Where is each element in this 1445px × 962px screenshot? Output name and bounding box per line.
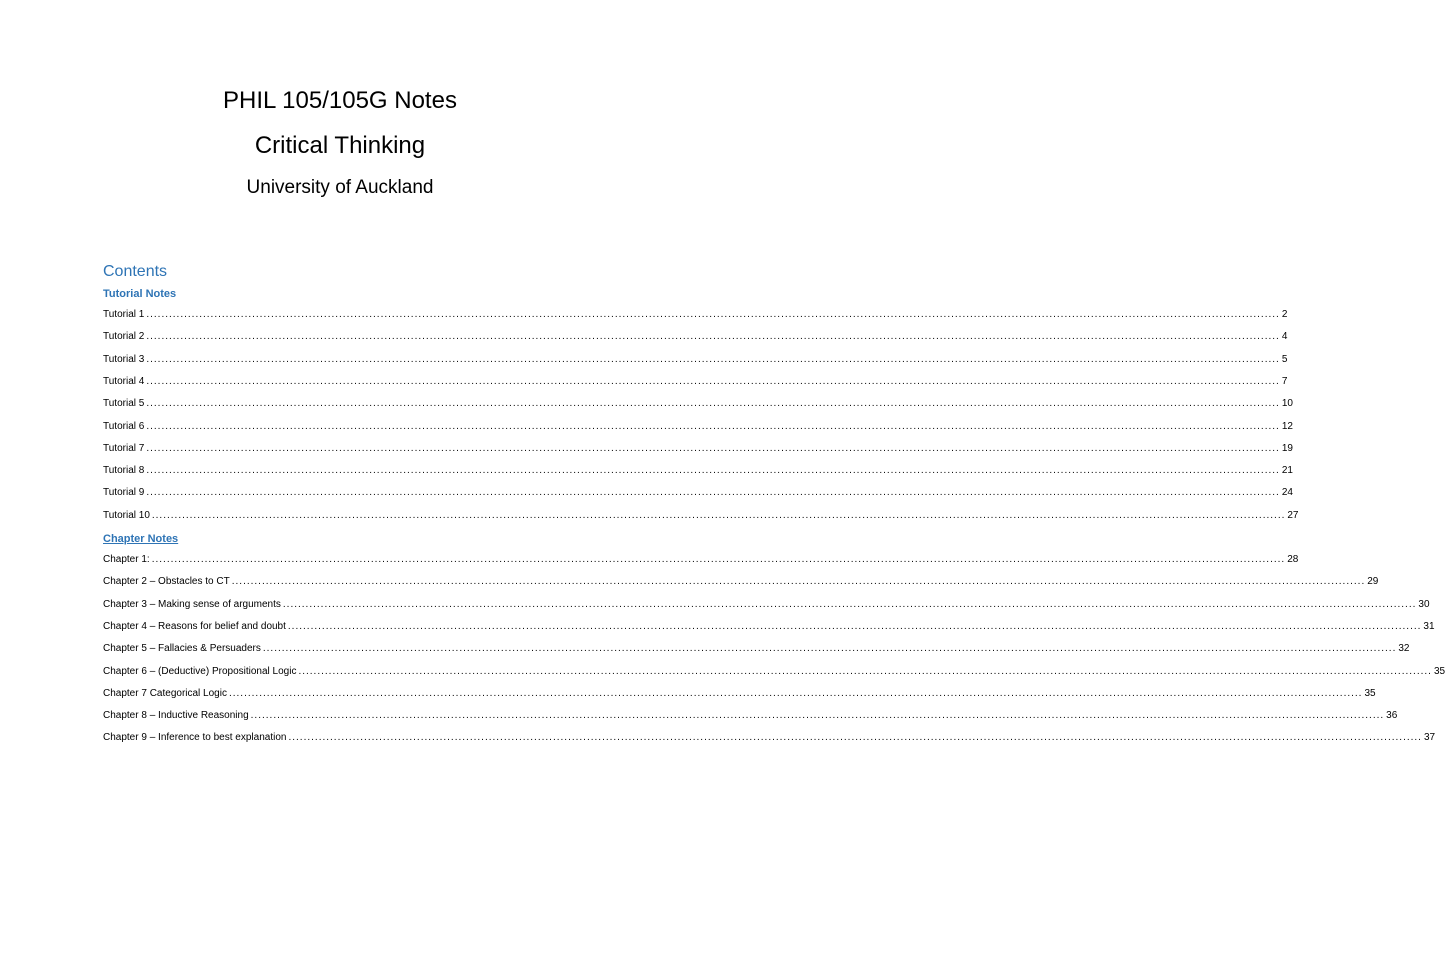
tutorial-toc-entry[interactable] (103, 330, 1288, 344)
toc-entry-label[interactable]: Chapter 1: (103, 554, 150, 565)
document-institution: University of Auckland (246, 177, 434, 198)
toc-entry-label[interactable]: Chapter 7 Categorical Logic (103, 687, 227, 699)
tutorial-toc-entry[interactable] (103, 442, 1293, 456)
chapter-toc-entry[interactable] (103, 598, 1430, 612)
toc-leader-dots: ............................................................................................................................................................................................................................................................................................................ (146, 442, 1280, 454)
document-subtitle: Critical Thinking (254, 132, 426, 159)
chapter-toc-entry[interactable] (103, 620, 1435, 634)
toc-entry-page-number[interactable]: 21 (1281, 465, 1293, 477)
toc-entry-label[interactable]: Tutorial 2 (103, 331, 145, 343)
tutorial-toc-entry[interactable] (103, 308, 1288, 322)
toc-entry-page-number[interactable]: 32 (1398, 643, 1410, 655)
toc-leader-dots: ............................................................................................................................................................................................................................................................................................................ (146, 331, 1280, 343)
toc-leader-dots: ............................................................................................................................................................................................................................................................................................................ (228, 687, 1363, 699)
tutorial-toc-entry[interactable] (103, 509, 1299, 523)
tutorial-notes-heading[interactable]: Tutorial Notes (103, 288, 177, 300)
toc-entry-label[interactable]: Chapter 3 – Making sense of arguments (103, 598, 281, 610)
chapter-toc-entry[interactable] (103, 553, 1299, 567)
toc-entry-page-number[interactable]: 12 (1281, 420, 1293, 432)
toc-leader-dots: ............................................................................................................................................................................................................................................................................................................ (146, 309, 1280, 320)
toc-entry-page-number[interactable]: 28 (1287, 554, 1299, 565)
toc-entry-page-number[interactable]: 35 (1364, 687, 1376, 699)
chapter-toc-entry[interactable] (103, 575, 1379, 589)
toc-leader-dots: ............................................................................................................................................................................................................................................................................................................ (146, 375, 1280, 387)
chapter-toc-entry[interactable] (103, 687, 1376, 701)
toc-leader-dots: ............................................................................................................................................................................................................................................................................................................ (146, 398, 1280, 410)
toc-entry-label[interactable]: Tutorial 1 (103, 309, 145, 320)
toc-entry-page-number[interactable]: 36 (1386, 710, 1398, 722)
toc-entry-page-number[interactable]: 27 (1287, 509, 1299, 521)
toc-leader-dots: ............................................................................................................................................................................................................................................................................................................ (151, 509, 1286, 521)
toc-entry-label[interactable]: Chapter 4 – Reasons for belief and doubt (103, 620, 286, 632)
toc-entry-page-number[interactable]: 4 (1281, 331, 1288, 343)
toc-entry-page-number[interactable]: 7 (1281, 375, 1288, 387)
toc-leader-dots: ............................................................................................................................................................................................................................................................................................................ (262, 643, 1397, 655)
toc-entry-page-number[interactable]: 2 (1281, 309, 1288, 320)
tutorial-toc-entry[interactable] (103, 353, 1288, 367)
tutorial-toc-entry[interactable] (103, 486, 1293, 500)
toc-entry-page-number[interactable]: 5 (1281, 353, 1288, 365)
toc-leader-dots: ............................................................................................................................................................................................................................................................................................................ (146, 465, 1280, 477)
toc-entry-page-number[interactable]: 10 (1281, 398, 1293, 410)
toc-leader-dots: ............................................................................................................................................................................................................................................................................................................ (250, 710, 1385, 722)
chapter-notes-heading[interactable]: Chapter Notes (103, 533, 179, 545)
tutorial-toc-entry[interactable] (103, 397, 1293, 411)
tutorial-toc-entry[interactable] (103, 420, 1293, 434)
toc-entry-label[interactable]: Chapter 5 – Fallacies & Persuaders (103, 643, 261, 655)
toc-leader-dots: ............................................................................................................................................................................................................................................................................................................ (146, 420, 1280, 432)
toc-entry-page-number[interactable]: 31 (1423, 620, 1435, 632)
chapter-toc-entry[interactable] (103, 731, 1436, 745)
toc-leader-dots: ............................................................................................................................................................................................................................................................................................................ (231, 576, 1366, 588)
toc-leader-dots: ............................................................................................................................................................................................................................................................................................................ (146, 353, 1280, 365)
toc-entry-label[interactable]: Chapter 6 – (Deductive) Propositional Logic (103, 665, 297, 677)
contents-heading: Contents (103, 263, 168, 280)
toc-entry-page-number[interactable]: 19 (1281, 442, 1293, 454)
document-title: PHIL 105/105G Notes (223, 87, 457, 114)
toc-leader-dots: ............................................................................................................................................................................................................................................................................................................ (287, 620, 1422, 632)
toc-entry-page-number[interactable]: 30 (1418, 598, 1430, 610)
toc-entry-label[interactable]: Tutorial 9 (103, 487, 145, 499)
toc-entry-label[interactable]: Tutorial 5 (103, 398, 145, 410)
toc-leader-dots: ............................................................................................................................................................................................................................................................................................................ (282, 598, 1417, 610)
toc-entry-page-number[interactable]: 35 (1433, 665, 1445, 677)
tutorial-toc-entry[interactable] (103, 464, 1293, 478)
toc-entry-label[interactable]: Tutorial 10 (103, 509, 150, 521)
toc-entry-label[interactable]: Tutorial 4 (103, 375, 145, 387)
chapter-toc-entry[interactable] (103, 642, 1410, 656)
toc-entry-page-number[interactable]: 37 (1423, 732, 1436, 744)
toc-entry-label[interactable]: Chapter 2 – Obstacles to CT (103, 576, 230, 588)
tutorial-toc-entry[interactable] (103, 375, 1288, 389)
toc-entry-label[interactable]: Tutorial 6 (103, 420, 145, 432)
toc-entry-label[interactable]: Tutorial 7 (103, 442, 145, 454)
toc-entry-label[interactable]: Tutorial 3 (103, 353, 145, 365)
chapter-toc-entry[interactable] (103, 665, 1445, 679)
toc-entry-label[interactable]: Tutorial 8 (103, 465, 145, 477)
toc-entry-page-number[interactable]: 24 (1281, 487, 1293, 499)
toc-entry-label[interactable]: Chapter 9 – Inference to best explanation (103, 732, 287, 744)
toc-leader-dots: ............................................................................................................................................................................................................................................................................................................ (151, 554, 1286, 565)
toc-leader-dots: ............................................................................................................................................................................................................................................................................................................ (146, 487, 1280, 499)
toc-entry-page-number[interactable]: 29 (1367, 576, 1379, 588)
toc-entry-label[interactable]: Chapter 8 – Inductive Reasoning (103, 710, 249, 722)
toc-leader-dots: ............................................................................................................................................................................................................................................................................................................ (298, 665, 1432, 677)
toc-leader-dots: ............................................................................................................................................................................................................................................................................................................ (288, 732, 1422, 744)
chapter-toc-entry[interactable] (103, 709, 1398, 723)
